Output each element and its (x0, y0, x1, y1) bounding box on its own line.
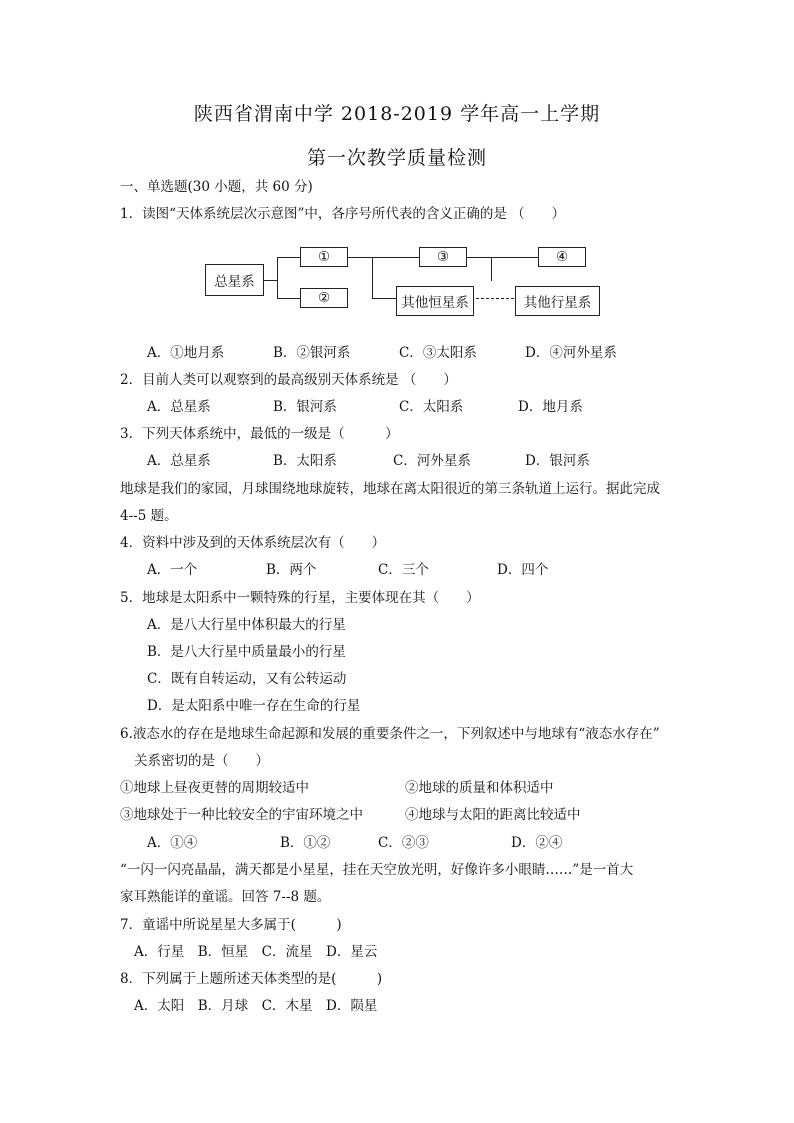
connector (372, 298, 396, 299)
q6-option-b: B．①② (280, 835, 331, 851)
q4-option-d: D．四个 (497, 562, 549, 578)
q6-option-a: A．①④ (147, 835, 198, 851)
diagram-node-4: ④ (538, 247, 586, 267)
question-3-stem: 3．下列天体系统中，最低的一级是（ ） (120, 426, 399, 442)
diagram-other-stars-box: 其他恒星系 (396, 286, 474, 316)
connector (264, 280, 277, 281)
q2-option-d: D．地月系 (518, 399, 583, 415)
q6-statement-1: ①地球上昼夜更替的周期较适中 (120, 780, 309, 796)
q3-option-b: B．太阳系 (273, 453, 337, 469)
diagram-other-planets-box: 其他行星系 (515, 286, 600, 316)
connector (277, 257, 300, 258)
q4-option-a: A．一个 (147, 562, 198, 578)
diagram-root-box: 总星系 (205, 264, 264, 296)
q4-option-b: B．两个 (266, 562, 317, 578)
connector (277, 257, 278, 298)
connector-dashed (476, 298, 514, 300)
q1-option-b: B．②银河系 (273, 345, 351, 361)
connector (467, 257, 538, 258)
q5-option-d: D．是太阳系中唯一存在生命的行星 (147, 698, 361, 714)
q2-option-b: B．银河系 (273, 399, 337, 415)
q6-option-c: C．②③ (378, 835, 429, 851)
connector (491, 257, 492, 281)
passage-1-line-1: 地球是我们的家园，月球围绕地球旋转，地球在离太阳很近的第三条轨道上运行。据此完成 (120, 481, 660, 497)
q4-option-c: C．三个 (378, 562, 429, 578)
exam-title: 陕西省渭南中学 2018-2019 学年高一上学期 (193, 103, 601, 125)
q3-option-c: C．河外星系 (393, 453, 471, 469)
section-heading: 一、单选题(30 小题，共 60 分) (120, 179, 313, 195)
passage-2-line-1: “一闪一闪亮晶晶，满天都是小星星，挂在天空放光明，好像许多小眼睛……”是一首大 (120, 862, 634, 878)
q5-option-a: A．是八大行星中体积最大的行星 (147, 617, 346, 633)
q6-statement-2: ②地球的质量和体积适中 (405, 780, 554, 796)
passage-1-line-2: 4--5 题。 (120, 508, 178, 524)
connector (348, 257, 419, 258)
q5-option-b: B．是八大行星中质量最小的行星 (147, 644, 346, 660)
q8-options: A．太阳 B．月球 C．木星 D．陨星 (134, 998, 378, 1014)
question-8-stem: 8．下列属于上题所述天体类型的是( ) (120, 971, 383, 987)
q1-option-a: A．①地月系 (147, 345, 225, 361)
q1-option-d: D．④河外星系 (525, 345, 617, 361)
q3-option-a: A．总星系 (147, 453, 211, 469)
passage-2-line-2: 家耳熟能详的童谣。回答 7--8 题。 (120, 889, 331, 905)
question-5-stem: 5．地球是太阳系中一颗特殊的行星，主要体现在其（ ） (120, 590, 480, 606)
question-6-stem-line-1: 6.液态水的存在是地球生命起源和发展的重要条件之一，下列叙述中与地球有“液态水存在” (120, 726, 660, 742)
question-7-stem: 7．童谣中所说星星大多属于( ) (120, 917, 342, 933)
q2-option-c: C．太阳系 (399, 399, 464, 415)
diagram-node-3: ③ (419, 247, 467, 267)
q6-statement-4: ④地球与太阳的距离比较适中 (405, 807, 581, 823)
question-4-stem: 4．资料中涉及到的天体系统层次有（ ） (120, 535, 386, 551)
exam-subtitle: 第一次教学质量检测 (306, 147, 487, 169)
q6-option-d: D．②④ (511, 835, 563, 851)
diagram-node-2: ② (300, 288, 348, 308)
connector (277, 298, 300, 299)
connector (372, 257, 373, 298)
q3-option-d: D．银河系 (525, 453, 590, 469)
q1-option-c: C．③太阳系 (399, 345, 477, 361)
q7-options: A．行星 B．恒星 C．流星 D．星云 (134, 944, 378, 960)
question-6-stem-line-2: 关系密切的是（ ） (134, 753, 269, 769)
q5-option-c: C．既有自转运动，又有公转运动 (147, 671, 347, 687)
q6-statement-3: ③地球处于一种比较安全的宇宙环境之中 (120, 807, 363, 823)
question-1-stem: 1．读图“天体系统层次示意图”中，各序号所代表的含义正确的是 （ ） (120, 206, 566, 222)
diagram-node-1: ① (300, 247, 348, 267)
q2-option-a: A．总星系 (147, 399, 211, 415)
question-2-stem: 2．目前人类可以观察到的最高级别天体系统是 （ ） (120, 372, 457, 388)
